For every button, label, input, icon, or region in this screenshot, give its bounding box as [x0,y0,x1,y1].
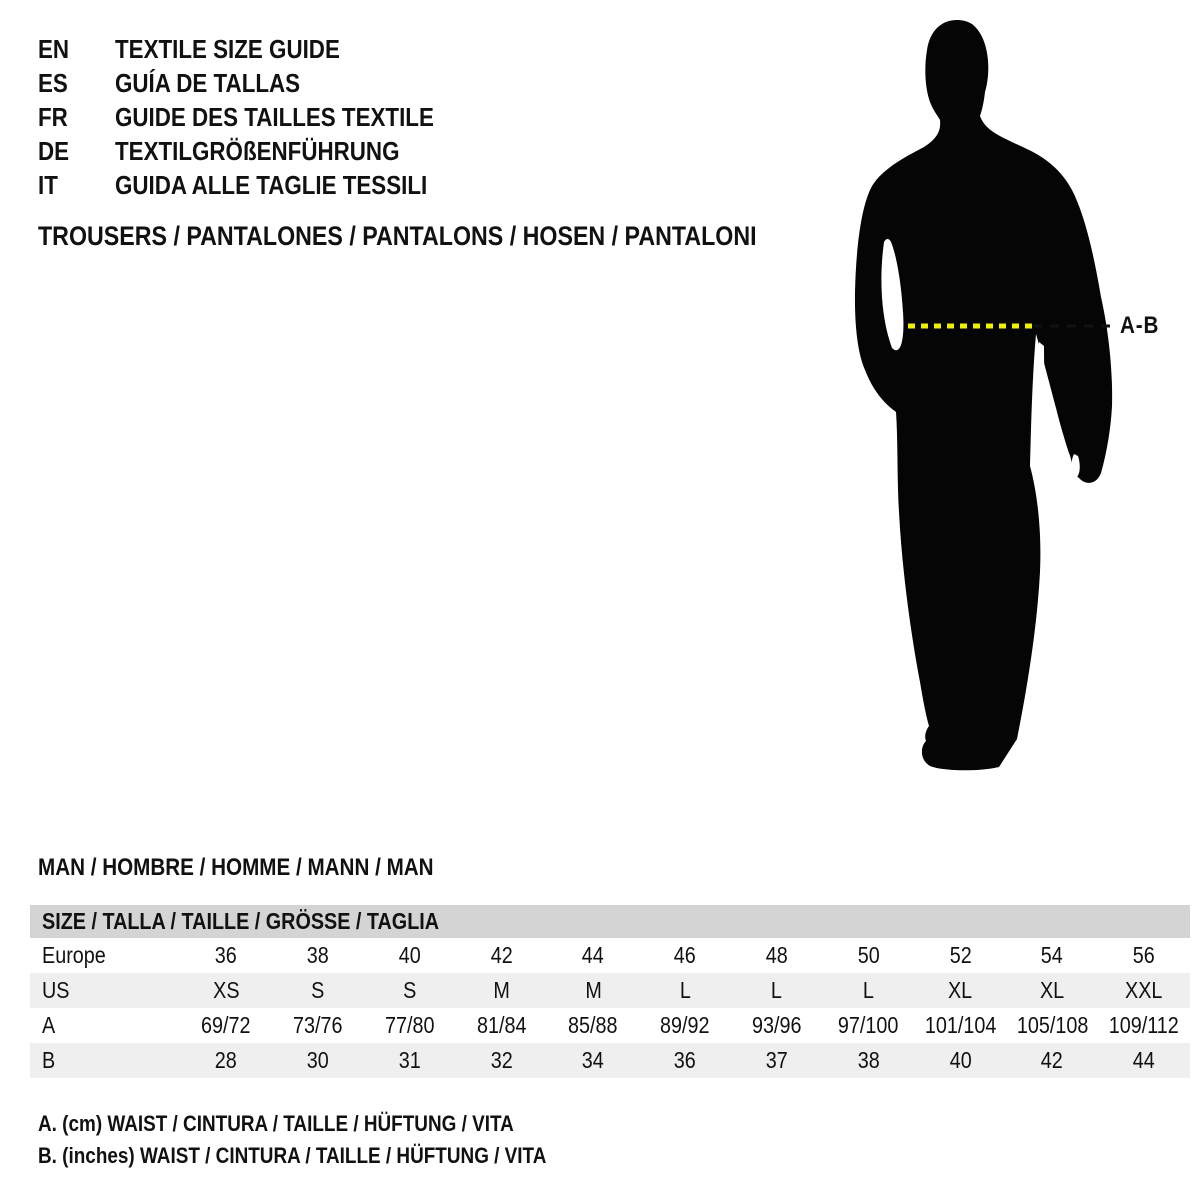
size-table [30,905,1190,1078]
row-label-text: Europe [42,942,106,968]
size-value-cell [1006,1008,1098,1043]
size-value-cell [180,1043,272,1078]
language-row [38,134,486,168]
language-code [38,168,115,202]
language-code [38,66,115,100]
size-value-text: L [771,977,783,1003]
size-value-text: 48 [765,942,788,968]
size-value-text: L [863,977,875,1003]
measurement-note-text: A. (cm) WAIST / CINTURA / TAILLE / HÜFTUNG / VITA [38,1111,514,1136]
size-value-cell [915,1008,1007,1043]
size-value-cell [1098,938,1190,973]
size-value-text: 38 [306,942,329,968]
size-value-text: 89/92 [660,1012,710,1038]
man-silhouette-figure [850,10,1200,780]
size-value-text: 37 [765,1047,788,1073]
size-value-text: XL [948,977,973,1003]
size-value-text: 38 [857,1047,880,1073]
row-label [30,1008,180,1043]
size-value-text: 56 [1133,942,1156,968]
size-value-cell [455,1043,547,1078]
language-code-text: EN [38,34,70,64]
language-code-text: ES [38,68,68,98]
size-value-text: 54 [1041,942,1064,968]
language-code [38,100,115,134]
size-value-cell [272,938,364,973]
size-value-cell [547,973,639,1008]
size-value-cell [272,973,364,1008]
size-value-cell [180,1008,272,1043]
size-value-text: XS [212,977,240,1003]
size-value-text: 44 [582,942,605,968]
size-value-text: 40 [949,1047,972,1073]
size-value-cell [364,938,456,973]
size-value-text: 93/96 [752,1012,802,1038]
measurement-note [38,1108,629,1140]
size-value-text: 42 [490,942,513,968]
measure-label [1120,312,1166,340]
size-value-text: 97/100 [838,1012,899,1038]
size-value-cell [1006,973,1098,1008]
size-value-cell [823,938,915,973]
measurement-note [38,1140,629,1172]
size-value-cell [1098,973,1190,1008]
size-value-cell [915,973,1007,1008]
product-category-heading [38,221,874,252]
size-value-cell [455,973,547,1008]
size-value-text: S [402,977,417,1003]
row-label [30,938,180,973]
size-value-text: 28 [214,1047,237,1073]
language-code [38,134,115,168]
language-title-text: TEXTILE SIZE GUIDE [115,34,340,64]
language-row [38,100,486,134]
size-value-cell [547,1043,639,1078]
size-table-rows [30,938,1190,1078]
size-value-cell [180,938,272,973]
size-value-text: 36 [214,942,237,968]
size-value-cell [823,1043,915,1078]
language-row [38,168,486,202]
size-table-header-bar [30,905,1190,938]
language-title-list [38,32,486,202]
row-label-text: A [42,1012,56,1038]
language-code-text: FR [38,102,68,132]
size-value-text: 73/76 [292,1012,343,1038]
size-value-text: 32 [490,1047,513,1073]
size-value-cell [272,1043,364,1078]
language-title-text: GUÍA DE TALLAS [115,68,301,98]
man-silhouette-svg [850,10,1200,780]
size-value-text: 36 [673,1047,696,1073]
size-value-cell [731,1043,823,1078]
size-value-text: L [679,977,691,1003]
size-value-cell [731,973,823,1008]
size-value-cell [455,1008,547,1043]
size-value-text: 52 [949,942,972,968]
size-value-cell [639,1008,731,1043]
size-value-text: 50 [857,942,880,968]
gender-heading-text: MAN / HOMBRE / HOMME / MANN / MAN [38,854,434,881]
size-value-cell [180,973,272,1008]
language-row [38,32,486,66]
gender-heading [38,854,498,882]
size-value-text: 81/84 [476,1012,527,1038]
size-table-header-text: SIZE / TALLA / TAILLE / GRÖSSE / TAGLIA [42,908,440,934]
size-value-cell [731,938,823,973]
size-value-text: 101/104 [924,1012,997,1038]
size-value-cell [1006,938,1098,973]
size-value-cell [915,938,1007,973]
size-value-text: 85/88 [568,1012,618,1038]
size-table-row-a [30,1008,1190,1043]
row-label [30,973,180,1008]
size-table-row-europe [30,938,1190,973]
size-value-cell [915,1043,1007,1078]
size-value-text: 31 [398,1047,421,1073]
size-value-text: 34 [582,1047,605,1073]
size-value-cell [272,1008,364,1043]
size-value-text: 69/72 [201,1012,251,1038]
language-title-text: GUIDA ALLE TAGLIE TESSILI [115,170,428,200]
product-category-text: TROUSERS / PANTALONES / PANTALONS / HOSEN / PANTALONI [38,221,757,251]
size-value-cell [1006,1043,1098,1078]
language-row [38,66,486,100]
size-value-cell [364,1008,456,1043]
size-value-cell [364,1043,456,1078]
size-value-text: 77/80 [384,1012,435,1038]
size-value-cell [823,1008,915,1043]
size-table-row-us [30,973,1190,1008]
language-code-text: IT [38,170,58,200]
size-value-cell [1098,1043,1190,1078]
size-value-cell [731,1008,823,1043]
language-code-text: DE [38,136,70,166]
language-title-text: TEXTILGRÖßENFÜHRUNG [115,136,400,166]
measure-label-text: A-B [1120,312,1160,339]
size-value-cell [639,973,731,1008]
size-value-cell [639,1043,731,1078]
man-silhouette-body [855,20,1112,770]
size-value-text: 44 [1133,1047,1156,1073]
size-value-cell [823,973,915,1008]
size-value-cell [547,938,639,973]
size-value-text: 109/112 [1109,1012,1180,1038]
language-code [38,32,115,66]
row-label-text: B [42,1047,56,1073]
size-value-cell [364,973,456,1008]
size-value-text: 42 [1041,1047,1064,1073]
size-value-text: 40 [398,942,421,968]
size-value-text: 46 [673,942,696,968]
measurement-notes [38,1108,629,1172]
size-value-text: M [584,977,602,1003]
language-title-text: GUIDE DES TAILLES TEXTILE [115,102,434,132]
row-label [30,1043,180,1078]
size-table-row-b [30,1043,1190,1078]
size-value-text: 105/108 [1016,1012,1088,1038]
size-value-text: 30 [306,1047,329,1073]
row-label-text: US [42,977,70,1003]
size-value-cell [639,938,731,973]
size-value-text: XL [1040,977,1065,1003]
size-value-text: XXL [1125,977,1163,1003]
size-value-text: S [311,977,325,1003]
measurement-note-text: B. (inches) WAIST / CINTURA / TAILLE / HÜFTUNG / VITA [38,1143,547,1168]
size-value-cell [547,1008,639,1043]
size-value-cell [455,938,547,973]
size-value-cell [1098,1008,1190,1043]
size-value-text: M [493,977,510,1003]
